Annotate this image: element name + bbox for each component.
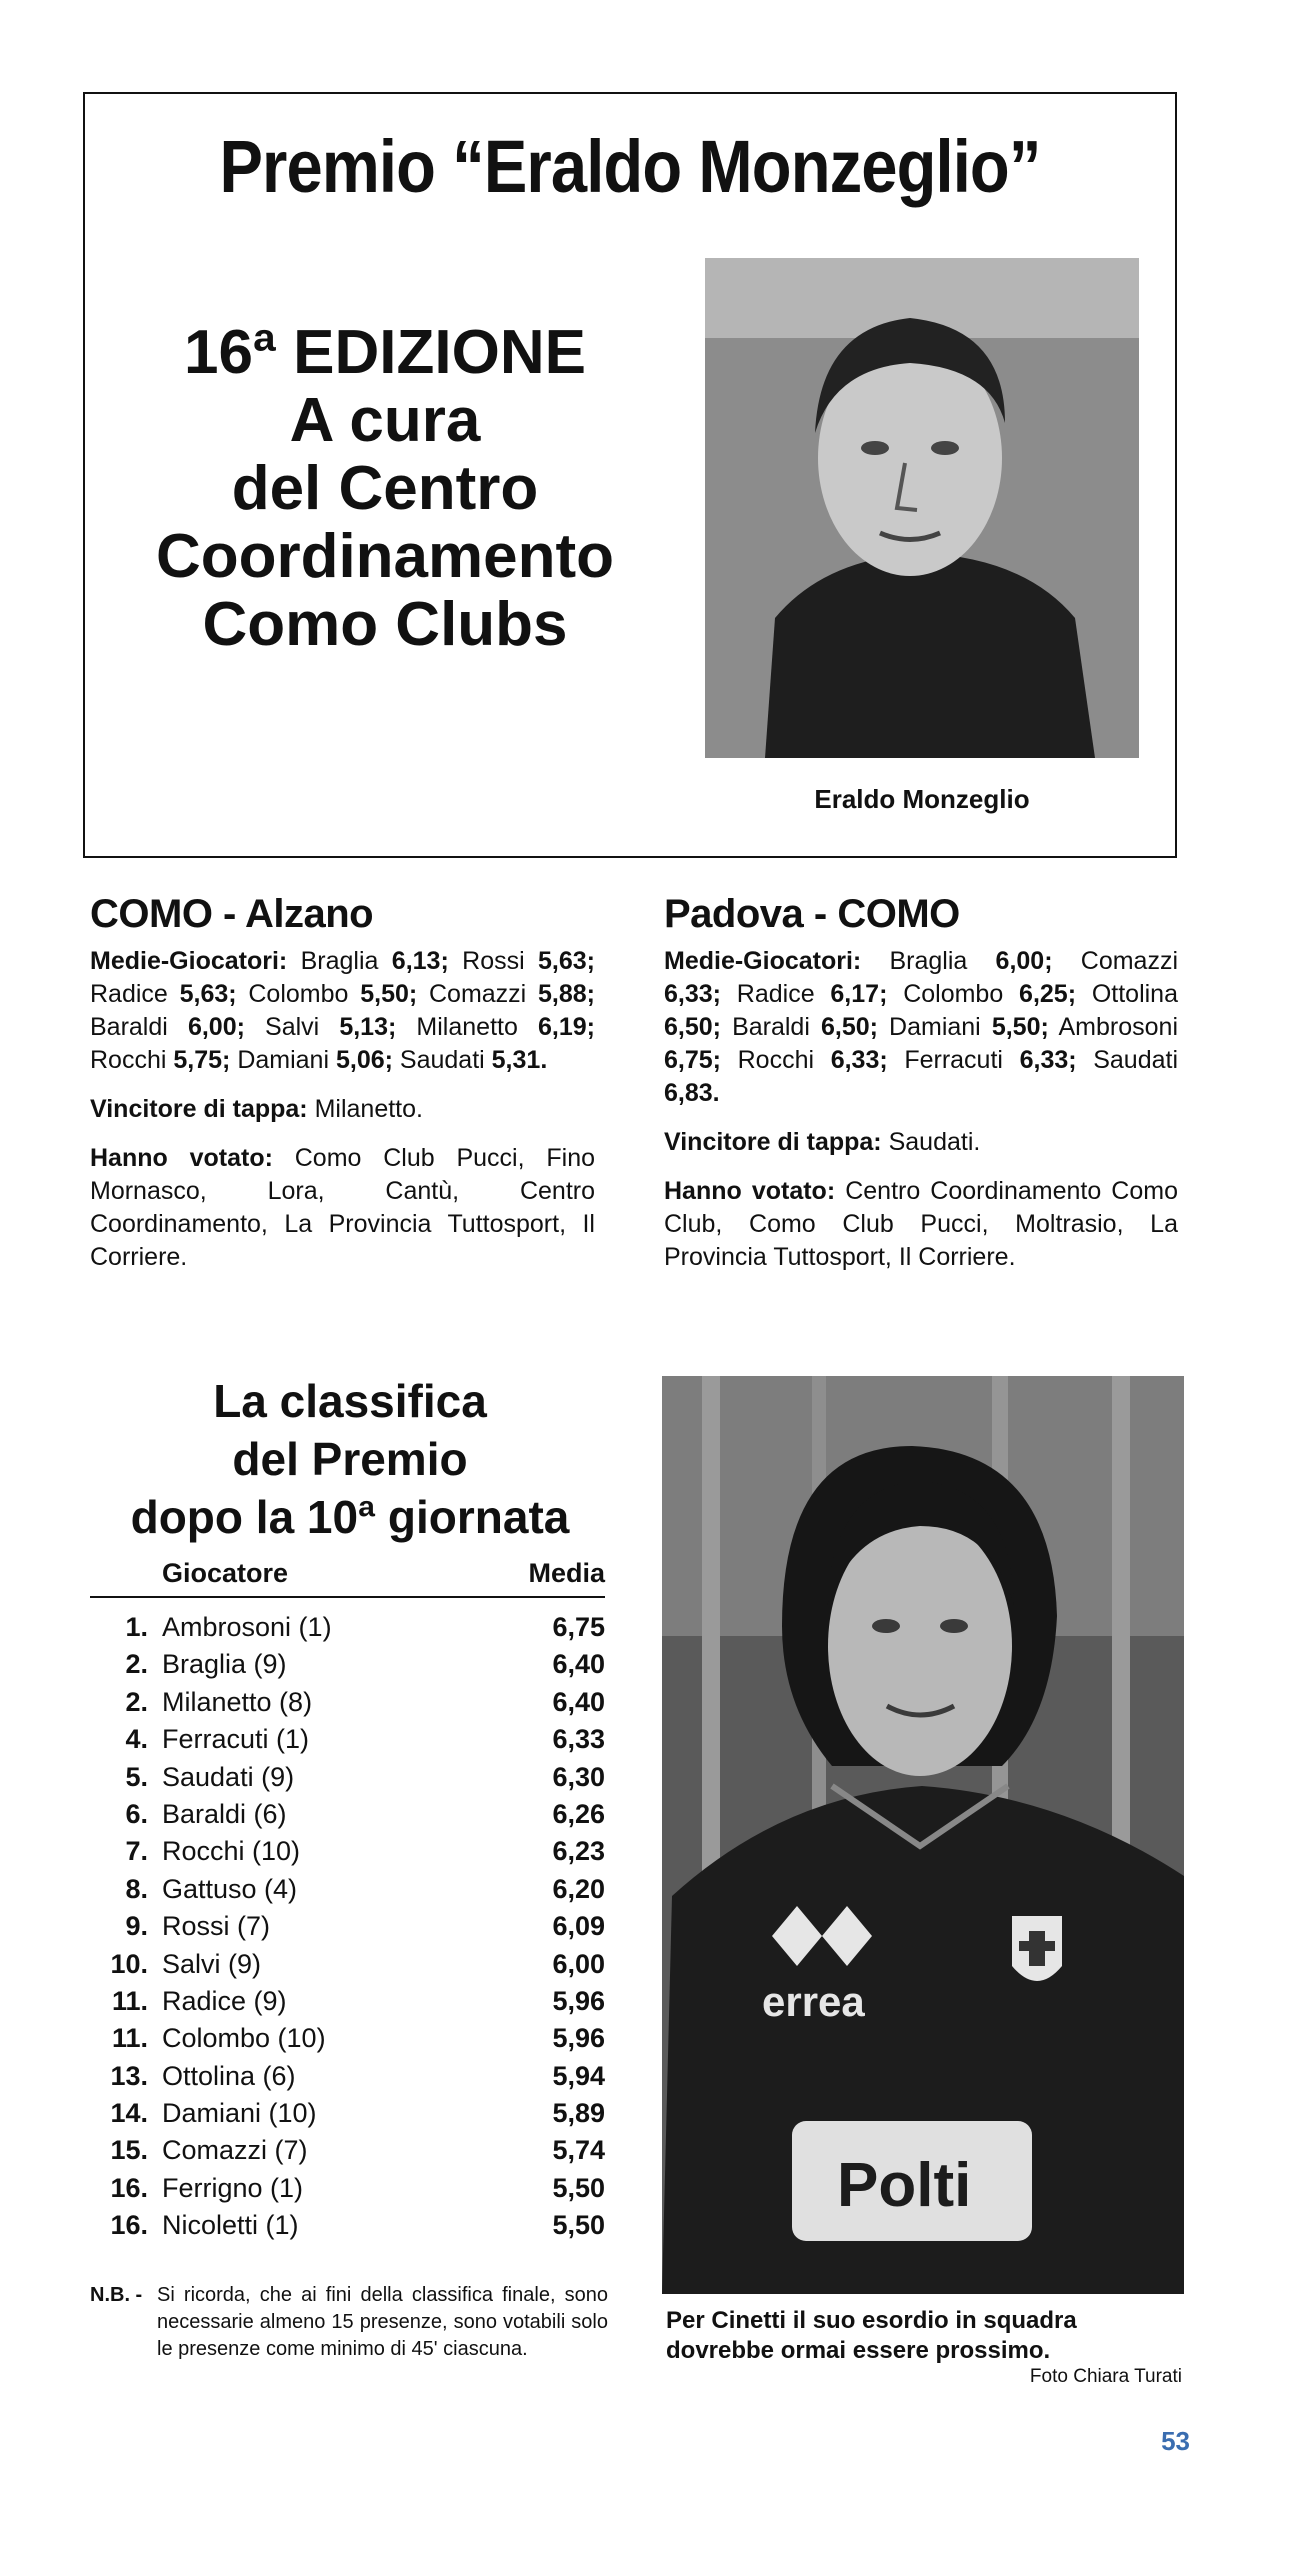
match-report-como-alzano [90,892,596,1290]
voters: Hanno votato: Centro Coordinamento Como Club, Como Club Pucci, Moltrasio, La Provincia Tuttosport, Il Corriere. [664,1177,1178,1271]
player-average: 6,23 [552,1836,605,1867]
player-average: 5,96 [552,1985,605,2016]
rank-position: 6. [125,1798,148,1829]
table-row [90,1724,605,1761]
rank-position: 2. [125,1686,148,1717]
rank-position: 14. [110,2098,148,2129]
note [90,2282,608,2363]
rank-position: 1. [125,1612,148,1642]
table-row [90,1874,605,1911]
player-average: 6,09 [552,1911,605,1942]
player-average: 5,50 [552,2210,605,2241]
table-row [90,2061,605,2098]
table-row [90,1986,605,2023]
standings-title-line: La classifica [213,1375,487,1427]
table-row [90,1649,605,1686]
edition-line: A cura [289,386,481,455]
table-row [90,1687,605,1724]
edition-line: Coordinamento [155,522,615,591]
rank-position: 16. [110,2210,148,2241]
match-title: COMO - Alzano [90,892,374,936]
note-label: N.B. - [90,2284,143,2306]
player-average: 6,75 [552,1612,605,1642]
player-name: Ambrosoni (1) [162,1612,332,1642]
player-average: 6,33 [552,1724,605,1755]
player-name: Gattuso (4) [162,1873,298,1904]
table-row [90,1762,605,1799]
player-average: 6,40 [552,1649,605,1680]
player-average: 5,96 [552,2023,605,2054]
monzeglio-portrait [705,258,1139,758]
voters: Hanno votato: Como Club Pucci, Fino Mornasco, Lora, Cantù, Centro Coordinamento, La Provincia Tuttosport, Il Corriere. [90,1144,596,1271]
player-average: 6,26 [552,1798,605,1829]
standings-title [90,1372,610,1546]
player-average: 6,30 [552,1761,605,1792]
player-name: Damiani (10) [162,2098,317,2129]
match-report-padova-como [664,892,1179,1290]
table-row [90,2210,605,2247]
player-average: 5,50 [552,2172,605,2203]
player-name: Braglia (9) [162,1649,287,1680]
page-number: 53 [1161,2426,1190,2456]
rank-position: 16. [110,2172,148,2203]
standings-table [90,1612,605,2248]
table-row [90,2023,605,2060]
player-name: Ferracuti (1) [162,1724,310,1755]
sponsor-text: Polti [837,2151,972,2220]
player-ratings: Medie-Giocatori: Braglia 6,00; Comazzi 6,33; Radice 6,17; Colombo 6,25; Ottolina 6,50; Baraldi 6,50; Damiani 5,50; Ambrosoni 6,75; Rocchi 6,33; Ferracuti 6,33; Saudati 6,83. [664,947,1179,1107]
standings-title-line: dopo la 10ª giornata [130,1491,570,1543]
edition-line: Como Clubs [202,590,568,659]
rank-position: 10. [110,1948,148,1979]
player-average: 5,94 [552,2060,605,2091]
note-text: Si ricorda, che ai fini della classifica finale, sono necessarie almeno 15 presenze, sono votabili solo le presenze come minimo di 45' ciascuna. [157,2284,608,2360]
player-name: Rocchi (10) [162,1836,301,1867]
player-average: 5,74 [552,2135,605,2166]
edition-line: 16ª EDIZIONE [184,318,586,387]
table-row [90,1911,605,1948]
edition-block [125,319,645,659]
column-header-player: Giocatore [162,1558,289,1588]
player-name: Ottolina (6) [162,2060,296,2091]
player-photo [662,1376,1184,2294]
player-name: Saudati (9) [162,1761,295,1792]
portrait-caption: Eraldo Monzeglio [814,784,1030,814]
player-name: Ferrigno (1) [162,2172,304,2203]
rank-position: 11. [111,2023,148,2054]
table-row [90,1799,605,1836]
photo-caption: Per Cinetti il suo esordio in squadra dovrebbe ormai essere prossimo. [666,2307,1077,2364]
player-name: Milanetto (8) [162,1686,313,1717]
rank-position: 7. [125,1836,148,1867]
player-name: Salvi (9) [162,1948,262,1979]
rank-position: 9. [125,1911,148,1942]
rank-position: 5. [125,1761,148,1792]
rank-position: 4. [125,1724,148,1755]
player-name: Radice (9) [162,1985,287,2016]
column-header-average: Media [528,1558,605,1588]
player-name: Nicoletti (1) [162,2210,299,2241]
player-name: Baraldi (6) [162,1798,287,1829]
photo-credit: Foto Chiara Turati [1029,2366,1182,2387]
standings-header [90,1556,605,1598]
rank-position: 11. [111,1985,148,2016]
player-average: 5,89 [552,2098,605,2129]
table-row [90,1612,605,1649]
shirt-brand-text: errea [762,1978,865,2025]
award-header-box [83,92,1177,858]
table-row [90,2098,605,2135]
player-average: 6,00 [552,1948,605,1979]
standings-title-line: del Premio [232,1433,468,1485]
table-row [90,1836,605,1873]
match-title: Padova - COMO [664,892,960,936]
rank-position: 13. [110,2060,148,2091]
award-title: Premio “Eraldo Monzeglio” [219,125,1041,208]
stage-winner: Vincitore di tappa: Milanetto. [90,1095,423,1123]
table-row [90,1949,605,1986]
player-name: Comazzi (7) [162,2135,308,2166]
player-average: 6,20 [552,1873,605,1904]
rank-position: 8. [125,1873,148,1904]
table-row [90,2135,605,2172]
table-row [90,2173,605,2210]
player-name: Rossi (7) [162,1911,271,1942]
rank-position: 2. [125,1649,148,1680]
player-average: 6,40 [552,1686,605,1717]
stage-winner: Vincitore di tappa: Saudati. [664,1128,981,1156]
club-crest-icon [1012,1916,1062,1981]
edition-line: del Centro [231,454,539,523]
rank-position: 15. [110,2135,148,2166]
player-name: Colombo (10) [162,2023,326,2054]
player-ratings: Medie-Giocatori: Braglia 6,13; Rossi 5,63; Radice 5,63; Colombo 5,50; Comazzi 5,88; Baraldi 6,00; Salvi 5,13; Milanetto 6,19; Rocchi 5,75; Damiani 5,06; Saudati 5,31. [90,947,595,1074]
